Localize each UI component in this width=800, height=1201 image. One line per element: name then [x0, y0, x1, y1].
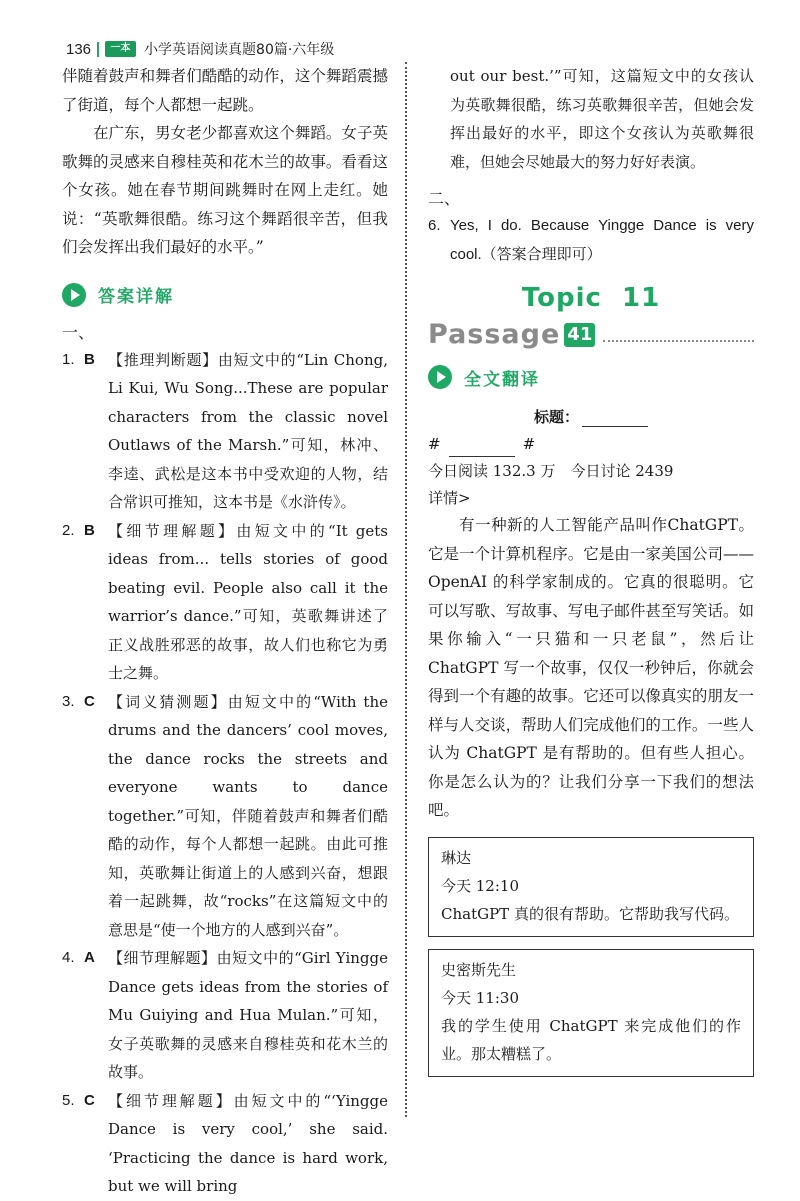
title-blank: [582, 411, 648, 427]
passage-number-badge: 41: [564, 323, 595, 347]
brand-logo: 一本: [105, 41, 136, 57]
answer-section-heading: [62, 280, 388, 310]
answer-item-1: [62, 346, 388, 517]
answer-explanation-continued: out our best.’”可知，这篇短文中的女孩认为英歌舞很酷，练习英歌舞很辛苦，但她会发挥出最好的水平，即这个女孩认为英歌舞很难，但她会尽她最大的努力好好表演。: [450, 67, 754, 171]
comment-box-1: [428, 837, 754, 937]
stats-line: 今日阅读 132.3 万 今日讨论 2439: [428, 462, 674, 480]
answer-number: 4.: [62, 949, 75, 966]
translation-section-heading: [428, 362, 754, 392]
column-divider: [405, 62, 407, 1117]
story-paragraph-1: 伴随着鼓声和舞者们酷酷的动作，这个舞蹈震撼了街道，每个人都想一起跳。: [62, 67, 388, 114]
answer-number: 5.: [62, 1091, 75, 1109]
answer-letter: A: [84, 949, 95, 966]
play-icon: [428, 365, 452, 389]
answer-number: 6.: [428, 217, 441, 234]
part-one-label: 一、: [62, 322, 95, 342]
comment-time: 今天 12:10: [441, 876, 519, 895]
translation-section-title: 全文翻译: [464, 369, 540, 390]
left-column: [62, 62, 388, 1201]
hashtag-line: [428, 431, 754, 457]
answer-letter: B: [84, 350, 95, 368]
answer-item-5: [62, 1087, 388, 1201]
comment-text: ChatGPT 真的很有帮助。它帮助我写代码。: [441, 904, 739, 923]
answer-explanation: Yes, I do. Because Yingge Dance is very cool.（答案合理即可）: [450, 217, 754, 263]
page-header: [66, 38, 334, 60]
comment-box-2: [428, 949, 754, 1077]
answer-section-title: 答案详解: [98, 287, 174, 307]
book-title: 小学英语阅读真题80篇·六年级: [144, 42, 335, 58]
answer-item-3: [62, 688, 388, 945]
translation-body: 有一种新的人工智能产品叫作ChatGPT。它是一个计算机程序。它是由一家美国公司——OpenAI 的科学家制成的。它真的很聪明。它可以写歌、写故事、写电子邮件甚至写笑话。如果你输入“一只猫和一只老鼠”，然后让 ChatGPT 写一个故事，仅仅一秒钟后，你就会得到一个有趣的故事。它还可以像真实的朋友一样与人交谈，帮助人们完成他们的工作。一些人认为 ChatGPT 是有帮助的。但有些人担心。你是怎么认为的？让我们分享一下我们的想法吧。: [428, 516, 754, 819]
topic-heading: Topic 11: [521, 283, 661, 313]
right-column: [428, 62, 754, 1077]
answer-item-4: [62, 944, 388, 1087]
answer-continuation: [428, 62, 754, 176]
hashtag-blank: [449, 441, 515, 457]
answer-number: 2.: [62, 521, 75, 539]
dotted-rule: [603, 328, 754, 342]
answer-letter: C: [84, 692, 95, 710]
comment-author: 琳达: [441, 848, 472, 867]
header-divider: [97, 42, 99, 57]
answer-number: 1.: [62, 350, 75, 368]
story-paragraph-2: 在广东，男女老少都喜欢这个舞蹈。女子英歌舞的灵感来自穆桂英和花木兰的故事。看看这个女孩。她在春节期间跳舞时在网上走红。她说：“英歌舞很酷。练习这个舞蹈很辛苦，但我们会发挥出我们最好的水平。”: [62, 124, 388, 256]
answer-explanation: 【推理判断题】由短文中的“Lin Chong, Li Kui, Wu Song...These are popular characters from the classic novel Outlaws of the Marsh.”可知，林冲、李逵、武松是这本书中受欢迎的人物，结合常识可推知，这本书是《水浒传》。: [108, 350, 388, 511]
answer-explanation: 【细节理解题】由短文中的“It gets ideas from... tells stories of good beating evil. People also call it the warrior’s dance.”可知，英歌舞讲述了正义战胜邪恶的故事，故人们也称它为勇士之舞。: [108, 521, 388, 682]
comment-time: 今天 11:30: [441, 988, 519, 1007]
answer-item-2: [62, 517, 388, 688]
part-two-label: 二、: [428, 189, 461, 208]
hash-symbol: #: [428, 435, 441, 453]
title-blank-line: [428, 406, 754, 427]
answer-number: 3.: [62, 692, 75, 710]
passage-heading: [428, 319, 754, 350]
answer-explanation: 【词义猜测题】由短文中的“With the drums and the dancers’ cool moves, the dance rocks the streets and everyone wants to dance together.”可知，伴随着鼓声和舞者们酷酷的动作，每个人都想一起跳。由此可推知，英歌舞让街道上的人感到兴奋，想跟着一起跳舞，故“rocks”在这篇短文中的意思是“使一个地方的人感到兴奋”。: [108, 692, 388, 939]
details-link: 详情>: [428, 489, 471, 507]
answer-letter: C: [84, 1091, 95, 1109]
answer-explanation: 【细节理解题】由短文中的“‘Yingge Dance is very cool,’ she said. ‘Practicing the dance is hard work, but we will bring: [108, 1091, 388, 1195]
page-number: 136: [66, 40, 92, 58]
play-icon: [62, 283, 86, 307]
answer-item-6: [428, 212, 754, 269]
hash-symbol: #: [522, 435, 536, 453]
title-label: 标题：: [533, 408, 579, 426]
passage-label: Passage: [428, 319, 561, 350]
comment-author: 史密斯先生: [441, 960, 517, 979]
answer-explanation: 【细节理解题】由短文中的“Girl Yingge Dance gets ideas from the stories of Mu Guiying and Hua Mulan.”可知，女子英歌舞的灵感来自穆桂英和花木兰的故事。: [108, 949, 388, 1081]
answer-letter: B: [84, 521, 95, 539]
comment-text: 我的学生使用 ChatGPT 来完成他们的作业。那太糟糕了。: [441, 1016, 741, 1063]
